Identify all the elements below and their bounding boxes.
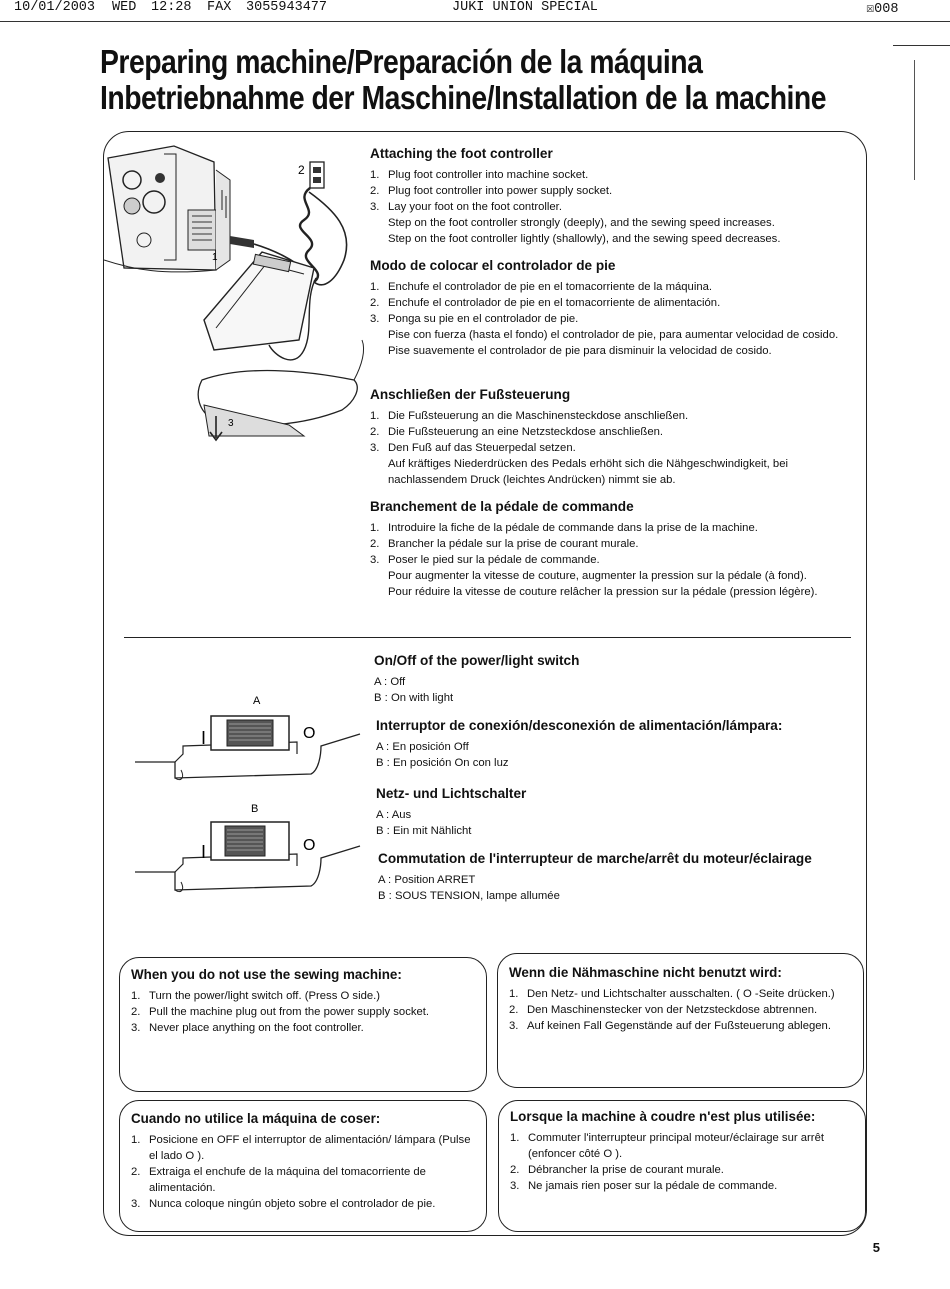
list-item: 2. Brancher la pédale sur la prise de courant murale. — [370, 538, 639, 550]
list-item: 2. Enchufe el controlador de pie en el tomacorriente de alimentación. — [370, 297, 721, 309]
switch-option-a: A : Off — [374, 676, 406, 688]
fax-company: JUKI UNION SPECIAL — [452, 0, 598, 15]
list-item: 1. Posicione en OFF el interruptor de alimentación/ lámpara (Pulse el lado O ). — [131, 1134, 471, 1162]
list-item: 2. Pull the machine plug out from the power supply socket. — [131, 1006, 430, 1018]
heading-foot-controller-es: Modo de colocar el controlador de pie — [370, 258, 616, 273]
fax-date: 10/01/2003 — [14, 0, 96, 15]
list-item: 1. Introduire la fiche de la pédale de commande dans la prise de la machine. — [370, 522, 758, 534]
fax-header — [14, 0, 934, 20]
section-divider — [124, 637, 851, 638]
list-item: 1. Plug foot controller into machine socket. — [370, 169, 589, 181]
list-item: 1. Commuter l'interrupteur principal moteur/éclairage sur arrêt (enfoncer côté O ). — [510, 1132, 824, 1160]
fax-day: WED — [112, 0, 137, 15]
switch-a-illustration — [135, 690, 365, 790]
heading-foot-controller-en: Attaching the foot controller — [370, 146, 553, 161]
list-item: 2. Extraiga el enchufe de la máquina del tomacorriente de alimentación. — [131, 1166, 426, 1194]
heading-switch-en: On/Off of the power/light switch — [374, 653, 580, 668]
section-foot-controller-de — [370, 386, 850, 488]
note-heading-es: Cuando no utilice la máquina de coser: — [131, 1111, 381, 1126]
list-item: 3. Poser le pied sur la pédale de commande. — [370, 554, 600, 566]
fax-label: FAX — [207, 0, 232, 15]
note-es — [131, 1110, 477, 1212]
title-line-2: Inbetriebnahme der Maschine/Installation de la machine — [100, 79, 826, 116]
foot-controller-illustration — [104, 140, 366, 450]
switch-option-b: B : SOUS TENSION, lampe allumée — [378, 890, 560, 902]
switch-option-a: A : Aus — [376, 809, 412, 821]
heading-foot-controller-fr: Branchement de la pédale de commande — [370, 499, 634, 514]
switch-b-illustration — [135, 800, 365, 905]
heading-foot-controller-de: Anschließen der Fußsteuerung — [370, 387, 571, 402]
note-text: Auf kräftiges Niederdrücken des Pedals erhöht sich die Nähgeschwindigkeit, bei nachlassendem Druck (leichtes Andrücken) nimmt sie ab. — [388, 458, 789, 486]
section-foot-controller-es — [370, 257, 850, 359]
fax-page-code: ☒008 — [866, 2, 899, 17]
switch-option-a: A : En posición Off — [376, 741, 469, 753]
heading-switch-de: Netz- und Lichtschalter — [376, 786, 527, 801]
title-line-1: Preparing machine/Preparación de la máquina — [100, 43, 703, 80]
heading-switch-fr: Commutation de l'interrupteur de marche/arrêt du moteur/éclairage — [378, 851, 812, 866]
note-heading-de: Wenn die Nähmaschine nicht benutzt wird: — [509, 965, 782, 980]
note-text: Step on the foot controller strongly (deeply), and the sewing speed increases. — [388, 217, 775, 229]
note-heading-en: When you do not use the sewing machine: — [131, 967, 402, 982]
note-text: Pise con fuerza (hasta el fondo) el controlador de pie, para aumentar velocidad de cosido. Pise suavemente el controlador de pie para disminuir la velocidad de cosido. — [388, 329, 839, 357]
on-mark-a: I — [201, 728, 207, 748]
margin-mark — [914, 60, 915, 180]
switch-a-label: A — [253, 695, 261, 707]
fax-number: 3055943477 — [246, 0, 328, 15]
header-rule — [0, 21, 950, 22]
off-mark-a: O — [303, 725, 316, 742]
heading-switch-es: Interruptor de conexión/desconexión de alimentación/lámpara: — [376, 718, 783, 733]
list-item: 1. Die Fußsteuerung an die Maschinensteckdose anschließen. — [370, 410, 689, 422]
list-item: 2. Plug foot controller into power supply socket. — [370, 185, 613, 197]
list-item: 3. Den Fuß auf das Steuerpedal setzen. — [370, 442, 576, 454]
callout-plug: 1 — [212, 252, 218, 263]
note-text: Pour augmenter la vitesse de couture, augmenter la pression sur la pédale (à fond). — [388, 570, 807, 582]
page-number: 5 — [872, 1240, 880, 1255]
switch-b-label: B — [251, 803, 259, 815]
list-item: 2. Débrancher la prise de courant murale. — [510, 1164, 724, 1176]
switch-option-a: A : Position ARRET — [378, 874, 476, 886]
list-item: 3. Auf keinen Fall Gegenstände auf der Fußsteuerung ablegen. — [509, 1020, 831, 1032]
callout-socket: 2 — [298, 163, 305, 177]
on-mark-b: I — [201, 842, 207, 862]
section-switch-es — [376, 717, 856, 771]
switch-option-b: B : On with light — [374, 692, 454, 704]
list-item: 1. Den Netz- und Lichtschalter ausschalten. ( O -Seite drücken.) — [509, 988, 835, 1000]
section-switch-de — [376, 785, 856, 839]
note-fr — [510, 1108, 846, 1194]
list-item: 1. Enchufe el controlador de pie en el tomacorriente de la máquina. — [370, 281, 713, 293]
section-switch-fr — [378, 850, 858, 904]
switch-option-b: B : Ein mit Nählicht — [376, 825, 472, 837]
page-title — [100, 44, 826, 116]
list-item: 3. Never place anything on the foot controller. — [131, 1022, 364, 1034]
list-item: 2. Den Maschinenstecker von der Netzsteckdose abtrennen. — [509, 1004, 818, 1016]
list-item: 3. Ponga su pie en el controlador de pie. — [370, 313, 579, 325]
fax-time: 12:28 — [151, 0, 192, 15]
callout-pedal: 3 — [228, 418, 234, 429]
list-item: 3. Nunca coloque ningún objeto sobre el controlador de pie. — [131, 1198, 436, 1210]
section-foot-controller-en — [370, 145, 850, 247]
note-de — [509, 964, 839, 1034]
section-switch-en — [374, 652, 854, 706]
section-foot-controller-fr — [370, 498, 850, 600]
note-en — [131, 966, 477, 1036]
switch-option-b: B : En posición On con luz — [376, 757, 509, 769]
list-item: 3. Lay your foot on the foot controller. — [370, 201, 562, 213]
corner-rule — [893, 45, 950, 46]
list-item: 1. Turn the power/light switch off. (Press O side.) — [131, 990, 381, 1002]
note-text: Pour réduire la vitesse de couture relâcher la pression sur la pédale (pression légère). — [388, 586, 818, 598]
list-item: 3. Ne jamais rien poser sur la pédale de commande. — [510, 1180, 778, 1192]
list-item: 2. Die Fußsteuerung an eine Netzsteckdose anschließen. — [370, 426, 664, 438]
off-mark-b: O — [303, 837, 316, 854]
note-heading-fr: Lorsque la machine à coudre n'est plus utilisée: — [510, 1109, 816, 1124]
note-text: Step on the foot controller lightly (shallowly), and the sewing speed decreases. — [388, 233, 781, 245]
